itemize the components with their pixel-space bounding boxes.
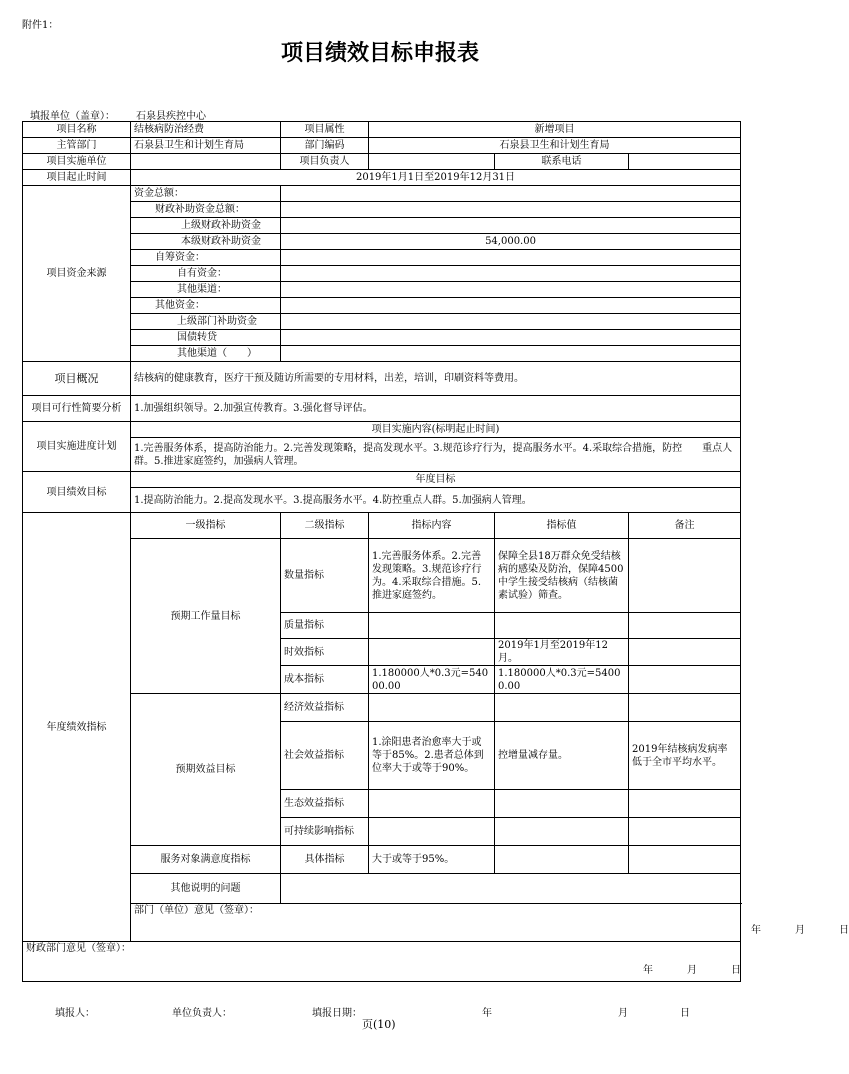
economic-label: 经济效益指标 <box>281 694 369 722</box>
dept-opinion-cell <box>131 904 849 942</box>
social-content: 1.涂阳患者治愈率大于或等于85%。2.患者总体到位率大于或等于90%。 <box>369 722 495 790</box>
social-note: 2019年结核病发病率低于全市平均水平。 <box>629 722 741 790</box>
progress-value: 1.完善服务体系，提高防治能力。2.完善发现策略，提高发现水平。3.规范诊疗行为，提高服务水平。4.采取综合措施，防控 重点人群。5.推进家庭签约，加强病人管理。 <box>131 438 741 472</box>
fund-item-label: 本级财政补助资金 <box>131 234 281 250</box>
ecological-label: 生态效益指标 <box>281 790 369 818</box>
timeliness-note <box>629 639 741 666</box>
progress-label: 项目实施进度计划 <box>23 422 131 472</box>
goal-value: 1.提高防治能力。2.提高发现水平。3.提高服务水平。4.防控重点人群。5.加强病人管理。 <box>131 488 741 513</box>
indicators-label: 年度绩效指标 <box>23 513 131 942</box>
fund-item-value <box>281 282 741 298</box>
indicator-header: 二级指标 <box>281 513 369 539</box>
workload-group-label: 预期工作量目标 <box>131 539 281 694</box>
attachment-label: 附件1： <box>22 20 59 31</box>
dept-opinion-day: 日 <box>839 925 849 936</box>
leader-label: 项目负责人 <box>281 154 369 170</box>
goal-header: 年度目标 <box>131 472 741 488</box>
page-title: 项目绩效目标申报表 <box>280 40 479 66</box>
other-label: 其他说明的问题 <box>131 874 281 904</box>
fund-item-value <box>281 202 741 218</box>
satisfaction-note <box>629 846 741 874</box>
finance-opinion-month: 月 <box>687 965 697 976</box>
fund-item-value <box>281 250 741 266</box>
leader-value <box>369 154 495 170</box>
project-name-value: 结核病防治经费 <box>131 122 281 138</box>
feasibility-value: 1.加强组织领导。2.加强宣传教育。3.强化督导评估。 <box>131 396 741 422</box>
overview-value: 结核病的健康教育，医疗干预及随访所需要的专用材料，出差，培训，印刷资料等费用。 <box>131 362 741 396</box>
sustainable-content <box>369 818 495 846</box>
project-name-label: 项目名称 <box>23 122 131 138</box>
fund-item-value <box>281 186 741 202</box>
ecological-content <box>369 790 495 818</box>
footer-day: 日 <box>680 1008 690 1019</box>
filler-unit-value: 石泉县疾控中心 <box>136 111 206 122</box>
quality-label: 质量指标 <box>281 613 369 639</box>
fund-item-label: 其他渠道（ ） <box>131 346 281 362</box>
page-number: 页(10) <box>362 1018 396 1031</box>
social-value: 控增量减存量。 <box>495 722 629 790</box>
footer-filler: 填报人： <box>55 1008 95 1019</box>
benefit-group-label: 预期效益目标 <box>131 694 281 846</box>
satisfaction-label: 具体指标 <box>281 846 369 874</box>
timeliness-label: 时效指标 <box>281 639 369 666</box>
fund-item-label: 上级部门补助资金 <box>131 314 281 330</box>
quantity-label: 数量指标 <box>281 539 369 613</box>
fund-item-value <box>281 330 741 346</box>
finance-opinion-label: 财政部门意见（签章）： <box>26 943 131 954</box>
indicator-header: 指标值 <box>495 513 629 539</box>
phone-label: 联系电话 <box>495 154 629 170</box>
project-attr-label: 项目属性 <box>281 122 369 138</box>
ecological-value <box>495 790 629 818</box>
quantity-note <box>629 539 741 613</box>
timeliness-content <box>369 639 495 666</box>
dept-opinion-year: 年 <box>751 925 761 936</box>
overview-label: 项目概况 <box>23 362 131 396</box>
sustainable-label: 可持续影响指标 <box>281 818 369 846</box>
satisfaction-content: 大于或等于95%。 <box>369 846 495 874</box>
satisfaction-value <box>495 846 629 874</box>
fund-item-value: 54,000.00 <box>281 234 741 250</box>
sustainable-note <box>629 818 741 846</box>
funds-label: 项目资金来源 <box>23 186 131 362</box>
impl-unit-label: 项目实施单位 <box>23 154 131 170</box>
fund-item-label: 其他资金： <box>131 298 281 314</box>
fund-item-label: 财政补助资金总额： <box>131 202 281 218</box>
phone-value <box>629 154 741 170</box>
dept-code-value: 石泉县卫生和计划生育局 <box>369 138 741 154</box>
dept-opinion-label: 部门（单位）意见（签章）： <box>134 905 259 916</box>
footer-year: 年 <box>482 1008 492 1019</box>
period-value: 2019年1月1日至2019年12月31日 <box>131 170 741 186</box>
dept-code-label: 部门编码 <box>281 138 369 154</box>
fund-item-value <box>281 298 741 314</box>
cost-content: 1.180000人*0.3元=54000.00 <box>369 666 495 694</box>
fund-item-label: 自有资金： <box>131 266 281 282</box>
filler-unit-label: 填报单位（盖章）： <box>30 111 115 122</box>
project-attr-value: 新增项目 <box>369 122 741 138</box>
goal-label: 项目绩效目标 <box>23 472 131 513</box>
progress-header: 项目实施内容(标明起止时间) <box>131 422 741 438</box>
period-label: 项目起止时间 <box>23 170 131 186</box>
cost-note <box>629 666 741 694</box>
finance-opinion-day: 日 <box>731 965 741 976</box>
performance-form-table <box>22 121 849 982</box>
economic-content <box>369 694 495 722</box>
finance-opinion-year: 年 <box>643 965 653 976</box>
fund-item-label: 资金总额： <box>131 186 281 202</box>
indicator-header: 一级指标 <box>131 513 281 539</box>
sustainable-value <box>495 818 629 846</box>
cost-label: 成本指标 <box>281 666 369 694</box>
fund-item-label: 其他渠道： <box>131 282 281 298</box>
dept-label: 主管部门 <box>23 138 131 154</box>
footer-fill-date: 填报日期： <box>312 1008 362 1019</box>
indicator-header: 指标内容 <box>369 513 495 539</box>
quantity-content: 1.完善服务体系。2.完善发现策略。3.规范诊疗行为。4.采取综合措施。5.推进家庭签约。 <box>369 539 495 613</box>
impl-unit-value <box>131 154 281 170</box>
footer-month: 月 <box>618 1008 628 1019</box>
fund-item-value <box>281 314 741 330</box>
fund-item-label: 上级财政补助资金 <box>131 218 281 234</box>
fund-item-label: 自筹资金： <box>131 250 281 266</box>
quality-value <box>495 613 629 639</box>
dept-value: 石泉县卫生和计划生育局 <box>131 138 281 154</box>
fund-item-value <box>281 266 741 282</box>
quality-content <box>369 613 495 639</box>
timeliness-value: 2019年1月至2019年12月。 <box>495 639 629 666</box>
quantity-value: 保障全县18万群众免受结核病的感染及防治，保障4500中学生接受结核病（结核菌素试验）筛查。 <box>495 539 629 613</box>
satisfaction-group-label: 服务对象满意度指标 <box>131 846 281 874</box>
finance-opinion-cell <box>23 942 741 982</box>
ecological-note <box>629 790 741 818</box>
other-value <box>281 874 741 904</box>
quality-note <box>629 613 741 639</box>
fund-item-value <box>281 346 741 362</box>
economic-note <box>629 694 741 722</box>
dept-opinion-month: 月 <box>795 925 805 936</box>
fund-item-label: 国债转贷 <box>131 330 281 346</box>
feasibility-label: 项目可行性简要分析 <box>23 396 131 422</box>
indicator-header: 备注 <box>629 513 741 539</box>
cost-value: 1.180000人*0.3元=54000.00 <box>495 666 629 694</box>
fund-item-value <box>281 218 741 234</box>
footer-unit-leader: 单位负责人： <box>172 1008 232 1019</box>
social-label: 社会效益指标 <box>281 722 369 790</box>
economic-value <box>495 694 629 722</box>
